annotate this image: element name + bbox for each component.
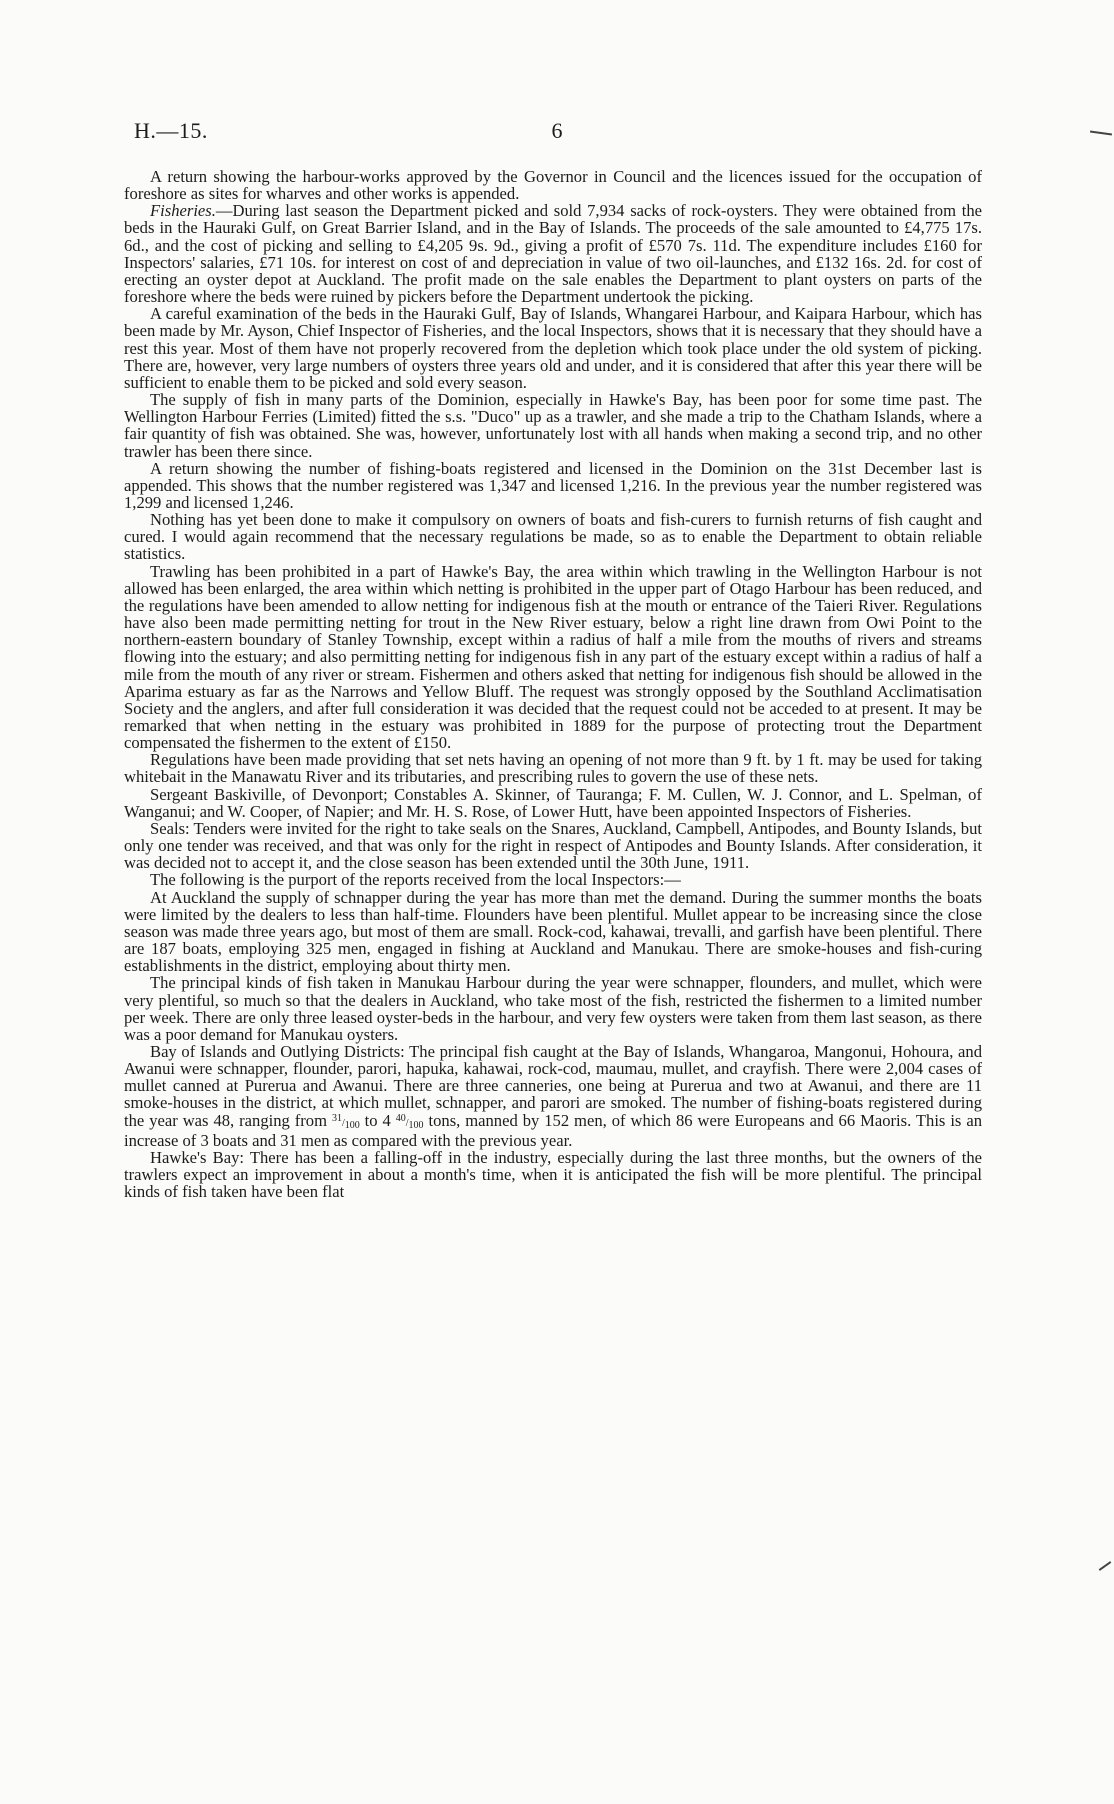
paragraph-statistics: Nothing has yet been done to make it compulsory on owners of boats and fish-curers to furnish returns of fish caught and cured. I would again recommend that the necessary regulations be made, so as to enable the Department to obtain reliable statistics. xyxy=(124,510,982,564)
fisheries-text: —During last season the Department picked and sold 7,934 sacks of rock-oysters. They were obtained from the beds in the Hauraki Gulf, on Great Barrier Island, and in the Bay of Islands. The proceeds of the sale amounted to £4,775 17s. 6d., and the cost of picking and selling to £4,205 9s. 9d., giving a profit of £570 7s. 11d. The expenditure includes £160 for Inspectors' salaries, £71 10s. for interest on cost of and depreciation in value of two oil-launches, and £132 16s. 2d. for cost of erecting an oyster depot at Auckland. The profit made on the sale enables the Department to plant oysters on parts of the foreshore where the beds were ruined by pickers before the Department undertook the picking. xyxy=(124,201,982,307)
page-header xyxy=(134,118,980,148)
bay-of-islands-text: Bay of Islands and Outlying Districts: The principal fish caught at the Bay of Islands, Whangaroa, Mangonui, Hohoura, and Awanui were schnapper, flounder, parori, hapuka, kahawai, rock-cod, maumau, mullet, and crayfish. There were 2,004 cases of mullet canned at Purerua and Awanui. There are three canneries, one being at Purerua and two at Awanui, and there are 11 smoke-houses in the district, at which mullet, schnapper, and parori are smoked. xyxy=(124,1041,982,1113)
paragraph-fishing-boats-return: A return showing the number of fishing-boats registered and licensed in the Dominion on the 31st December last is appended. This shows that the number registered was 1,347 and licensed 1,216. In the previous year the number registered was 1,299 and licensed 1,246. xyxy=(124,458,982,512)
fraction-numerator: 31 xyxy=(331,1112,342,1124)
paragraph-bay-of-islands xyxy=(124,1043,982,1149)
paragraph-harbour-works: A return showing the harbour-works approved by the Governor in Council and the licences issued for the occupation of foreshore as sites for wharves and other works is appended. xyxy=(124,167,982,204)
paragraph-seals: Seals: Tenders were invited for the right to take seals on the Snares, Auckland, Campbell, Antipodes, and Bounty Islands, but only one tender was received, and that was only for the right in respect of Antipodes and Bounty Islands. After consideration, it was decided not to accept it, and the close season has been extended until the 30th June, 1911. xyxy=(124,818,982,873)
fraction-denominator: 100 xyxy=(408,1119,424,1131)
margin-tick-mark xyxy=(1090,130,1112,135)
parliamentary-paper-reference: H.—15. xyxy=(134,118,208,143)
fraction-31-100: 31/100 xyxy=(331,1112,360,1131)
fraction-40-100: 40/100 xyxy=(395,1112,424,1131)
boats-text-b: to 4 xyxy=(359,1110,396,1130)
fisheries-heading: Fisheries. xyxy=(150,201,216,221)
paragraph-manukau: The principal kinds of fish taken in Manukau Harbour during the year were schnapper, flounders, and mullet, which were very plentiful, so much so that the dealers in Auckland, who take most of the fish, restricted the fishermen to a limited number per week. There are only three leased oyster-beds in the harbour, and very few oysters were taken from them last season, as there was a poor demand for Manukau oysters. xyxy=(124,973,982,1044)
paragraph-inspectors-appointed: Sergeant Baskiville, of Devonport; Constables A. Skinner, of Tauranga; F. M. Cullen, W. J. Connor, and L. Spelman, of Wanganui; and W. Cooper, of Napier; and Mr. H. S. Rose, of Lower Hutt, have been appointed Inspectors of Fisheries. xyxy=(124,784,982,821)
page-number: 6 xyxy=(551,118,563,143)
fraction-numerator: 40 xyxy=(395,1112,406,1124)
paragraph-whitebait-nets: Regulations have been made providing that set nets having an opening of not more than 9 ft. by 1 ft. may be used for taking whitebait in the Manawatu River and its tributaries, and prescribing rules to govern the use of these nets. xyxy=(124,750,982,787)
boats-text-a: The number of fishing-boats registered during the year was 48, ranging from xyxy=(124,1093,982,1130)
margin-tick-mark xyxy=(1099,1561,1112,1571)
fraction-denominator: 100 xyxy=(344,1119,360,1131)
paragraph-fisheries-oysters xyxy=(124,202,982,305)
paragraph-trawling-regulations: Trawling has been prohibited in a part of Hawke's Bay, the area within which trawling in the Wellington Harbour is not allowed has been enlarged, the area within which netting is prohibited in the upper part of Otago Harbour has been reduced, and the regulations have been amended to allow netting for indigenous fish at the mouth or entrance of the Taieri River. Regulations have also been made permitting netting for trout in the New River estuary, below a right line drawn from Owi Point to the northern-eastern boundary of Stanley Township, except within a radius of half a mile from the mouths of rivers and streams flowing into the estuary; and also permitting netting for indigenous fish in any part of the estuary except within a radius of half a mile from the mouth of any river or stream. Fishermen and others asked that netting for indigenous fish should be allowed in the Aparima estuary as far as the Narrows and Yellow Bluff. The request was strongly opposed by the Southland Acclimatisation Society and the anglers, and after full consideration it was decided that the request could not be acceded to at present. It may be remarked that when netting in the estuary was prohibited in 1889 for the purpose of protecting trout the Department compensated the fishermen to the extent of £150. xyxy=(124,561,982,753)
boats-text-c: tons, manned by 152 men, of which 86 were Europeans and 66 Maoris. This is an increase of 3 boats and 31 men as compared with the previous year. xyxy=(124,1110,982,1150)
paragraph-reports-intro: The following is the purport of the reports received from the local Inspectors:— xyxy=(150,870,681,890)
paragraph-auckland: At Auckland the supply of schnapper during the year has more than met the demand. During the summer months the boats were limited by the dealers to less than half-time. Flounders have been plentiful. Mullet appear to be increasing since the close season was made three years ago, but most of them are small. Rock-cod, kahawai, trevalli, and garfish have been plentiful. There are 187 boats, employing 325 men, engaged in fishing at Auckland and Manukau. There are smoke-houses and fish-curing establishments in the district, employing about thirty men. xyxy=(124,887,982,976)
body-text xyxy=(124,168,982,1200)
paragraph-fish-supply: The supply of fish in many parts of the Dominion, especially in Hawke's Bay, has been poor for some time past. The Wellington Harbour Ferries (Limited) fitted the s.s. "Duco" up as a trawler, and she made a trip to the Chatham Islands, where a fair quantity of fish was obtained. She was, however, unfortunately lost with all hands when making a second trip, and no other trawler has been there since. xyxy=(124,390,982,461)
paragraph-hawkes-bay: Hawke's Bay: There has been a falling-off in the industry, especially during the last three months, but the owners of the trawlers expect an improvement in about a month's time, when it is anticipated the fish will be more plentiful. The principal kinds of fish taken have been flat xyxy=(124,1147,982,1202)
paragraph-oyster-beds: A careful examination of the beds in the Hauraki Gulf, Bay of Islands, Whangarei Harbour, and Kaipara Harbour, which has been made by Mr. Ayson, Chief Inspector of Fisheries, and the local Inspectors, shows that it is necessary that they should have a rest this year. Most of them have not properly recovered from the depletion which took place under the old system of picking. There are, however, very large numbers of oysters three years old and under, and it is considered that after this year there will be sufficient to enable them to be picked and sold every season. xyxy=(124,304,982,392)
